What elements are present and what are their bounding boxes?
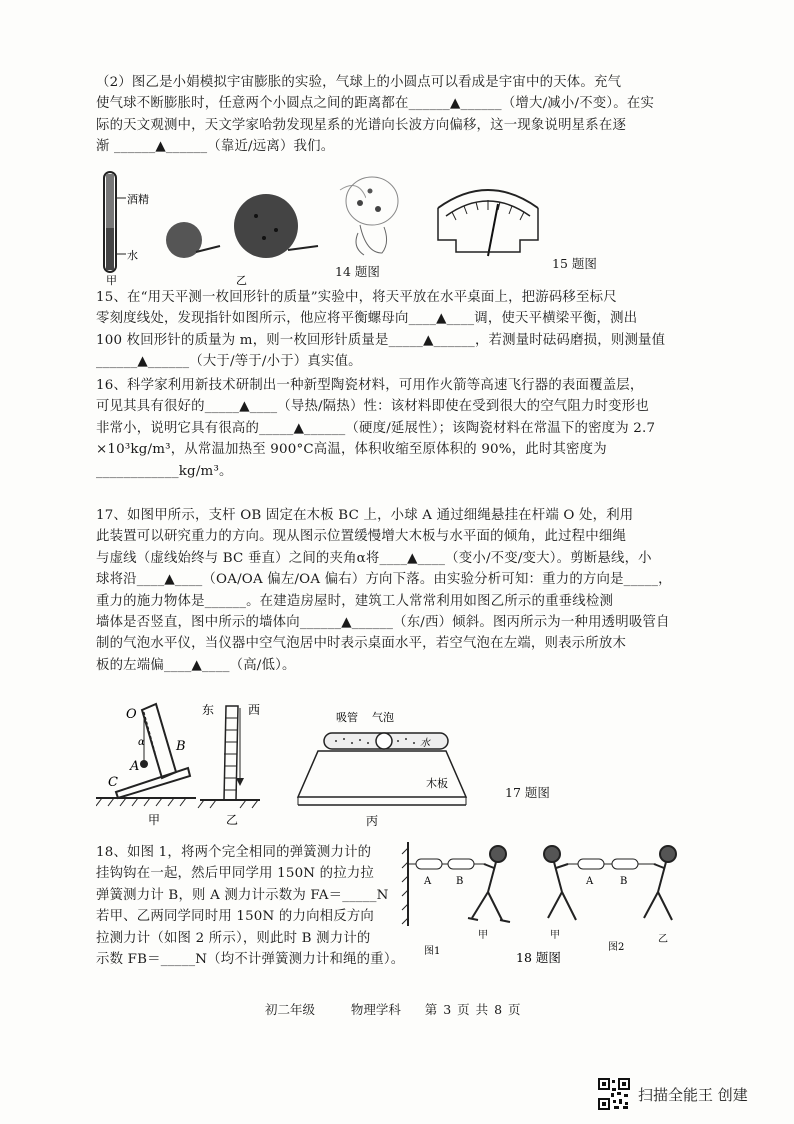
question-17	[96, 505, 701, 676]
question-14-part-2	[96, 72, 701, 158]
scanner-watermark	[598, 1078, 748, 1110]
label-alpha: α	[138, 737, 145, 748]
label-bubble: 气泡	[372, 711, 394, 724]
text-line: 使气球不断膨胀时，任意两个小圆点之间的距离都在______▲______（增大/减小/不变）。在实	[96, 96, 655, 112]
label-jia: 甲	[148, 813, 161, 827]
student-jia-2-figure	[544, 846, 576, 920]
figure-17-caption: 17 题图	[505, 785, 550, 800]
rod-ob	[142, 704, 176, 778]
pointer-needle	[488, 204, 498, 256]
text-line: 板的左端偏____▲____（高/低）。	[96, 657, 296, 673]
label-yi: 乙	[236, 274, 247, 286]
label-water: 水	[127, 249, 138, 262]
air-bubble	[376, 733, 392, 749]
text-line: 挂钩钩在一起，然后甲同学用 150N 的拉力拉	[96, 866, 375, 882]
label-b: B	[176, 739, 186, 754]
question-15	[96, 287, 701, 373]
figure-18-diagram-1	[402, 842, 510, 957]
label-b-2: B	[620, 876, 628, 887]
label-o: O	[126, 707, 137, 722]
figure-18	[400, 838, 705, 968]
figure-15-caption: 15 题图	[552, 256, 597, 271]
text-line: 制的气泡水平仪，当仪器中空气泡居中时表示桌面水平，若空气泡在左端，则表示所放木	[96, 636, 627, 652]
figure-17-jia	[96, 700, 206, 828]
label-jia-1: 甲	[478, 930, 488, 941]
text-line: 16、科学家利用新技术研制出一种新型陶瓷材料，可用作火箭等高速飞行器的表面覆盖层，	[96, 378, 644, 393]
text-line: 际的天文观测中，天文学家哈勃发现星系的光谱向长波方向偏移，这一现象说明星系在逐	[96, 117, 627, 133]
figure-18-caption: 18 题图	[516, 950, 561, 965]
footer-grade: 初二年级	[265, 1002, 316, 1017]
text-line: 渐 ______▲______（靠近/远离）我们。	[96, 139, 335, 155]
text-line: 墙体是否竖直，图中所示的墙体向______▲______（东/西）倾斜。图丙所示为一种用透明吸管自	[96, 615, 670, 631]
board-bc	[116, 768, 190, 798]
label-east: 东	[202, 703, 215, 717]
page-footer	[265, 1000, 521, 1018]
text-line: ×10³kg/m³，从常温加热至 900°C高温，体积收缩至原体积的 90%，此时其密度为	[96, 442, 607, 458]
label-alcohol: 酒精	[127, 193, 149, 206]
label-yi: 乙	[226, 813, 239, 827]
label-a: A	[130, 759, 140, 774]
student-yi-figure	[644, 846, 676, 920]
text-line: 若甲、乙两同学同时用 150N 的力向相反方向	[96, 909, 375, 925]
label-b: B	[456, 876, 464, 887]
figure-18-diagram-2	[544, 846, 676, 953]
watermark-text: 扫描全能王 创建	[638, 1085, 748, 1104]
label-fig2: 图2	[608, 942, 625, 953]
text-line: 与虚线（虚线始终与 BC 垂直）之间的夹角α将____▲____（变小/不变/变大）。剪断悬线，小	[96, 550, 652, 566]
test-tube-figure	[104, 172, 126, 272]
label-bing: 丙	[366, 814, 379, 828]
figure-14-photo	[330, 163, 425, 265]
text-line: 17、如图甲所示，支杆 OB 固定在木板 BC 上，小球 A 通过细绳悬挂在杆端 O 处，利用	[96, 508, 634, 523]
text-line: 可见其具有很好的_____▲____（导热/隔热）性：该材料即使在受到很大的空气阻力时变形也	[96, 399, 649, 415]
qr-code-icon	[598, 1078, 630, 1110]
label-board: 木板	[426, 777, 448, 790]
text-line: 非常小，说明它具有很高的_____▲______（硬度/延展性）；该陶瓷材料在常温下的密度为 2.7	[96, 420, 656, 436]
text-line: 零刻度线处，发现指针如图所示，他应将平衡螺母向____▲____调，使天平横梁平衡，测出	[96, 311, 638, 327]
text-line: ______▲______（大于/等于/小于）真实值。	[96, 354, 362, 370]
label-west: 西	[248, 703, 261, 717]
figure-15-balance-scale	[432, 178, 544, 260]
label-water: 水	[420, 738, 430, 749]
text-line: 拉测力计（如图 2 所示），则此时 B 测力计的	[96, 930, 371, 946]
footer-subject: 物理学科	[350, 1002, 401, 1017]
figure-17-yi	[196, 700, 266, 828]
label-a: A	[424, 876, 432, 887]
label-yi: 乙	[658, 934, 668, 945]
question-16	[96, 375, 701, 482]
label-straw: 吸管	[336, 711, 358, 724]
text-line: 18、如图 1，将两个完全相同的弹簧测力计的	[96, 845, 372, 860]
label-c: C	[108, 775, 118, 790]
figure-14-caption: 14 题图	[335, 264, 380, 279]
label-fig1: 图1	[424, 946, 441, 957]
text-line: ____________kg/m³。	[96, 463, 233, 479]
label-jia-2: 甲	[550, 930, 560, 941]
question-18	[96, 842, 405, 970]
text-line: （2）图乙是小娟模拟宇宙膨胀的实验，气球上的小圆点可以看成是宇宙中的天体。充气	[96, 75, 622, 90]
footer-page-number: 第 3 页 共 8 页	[424, 1002, 521, 1017]
label-jia: 甲	[106, 274, 117, 286]
text-line: 球将沿____▲____（OA/OA 偏左/OA 偏右）方向下落。由实验分析可知：重力的方向是_____，	[96, 572, 672, 588]
text-line: 100 枚回形针的质量为 m，则一枚回形针质量是_____▲______，若测量时砝码磨损，则测量值	[96, 332, 666, 348]
figure-14	[96, 168, 366, 286]
text-line: 弹簧测力计 B，则 A 测力计示数为 FA＝_____N	[96, 887, 389, 903]
text-line: 重力的施力物体是______。在建造房屋时，建筑工人常常利用如图乙所示的重垂线检测	[96, 593, 614, 609]
text-line: 15、在“用天平测一枚回形针的质量”实验中，将天平放在水平桌面上，把游码移至标尺	[96, 290, 617, 305]
text-line: 示数 FB＝_____N（均不计弹簧测力计和绳的重）。	[96, 952, 405, 968]
student-jia-figure	[468, 846, 510, 922]
big-balloon	[234, 194, 298, 258]
spring-scale-a	[416, 859, 442, 869]
figure-17-bing	[296, 705, 476, 829]
wooden-board	[298, 751, 466, 797]
brick-wall	[224, 706, 238, 800]
label-a-2: A	[586, 876, 594, 887]
spring-scale-b	[448, 859, 474, 869]
text-line: 此装置可以研究重力的方向。现从图示位置缓慢增大木板与水平面的倾角，此过程中细绳	[96, 529, 627, 545]
